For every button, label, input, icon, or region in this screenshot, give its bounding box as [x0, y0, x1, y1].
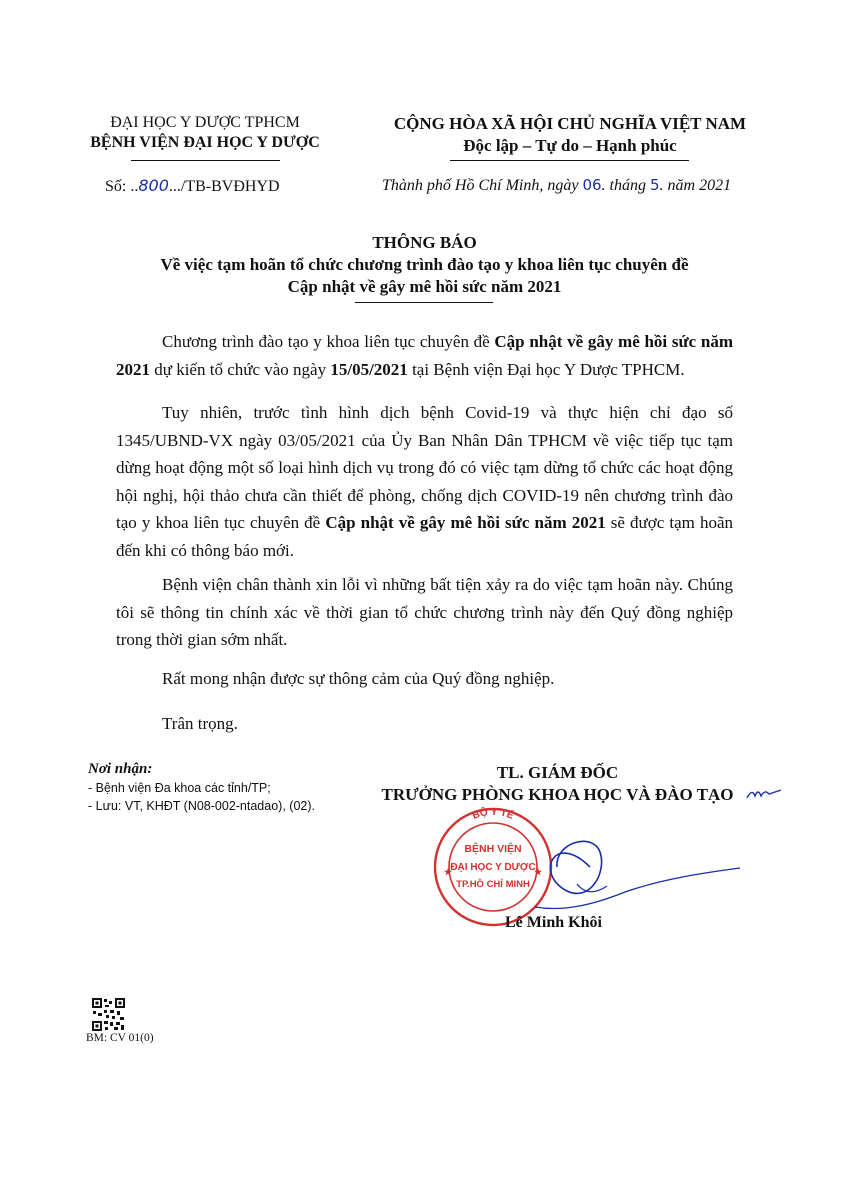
date-suffix: . năm 2021	[659, 177, 732, 194]
number-handwritten: 800	[138, 176, 169, 195]
p2-text-1: Tuy nhiên, trước tình hình dịch bệnh Covid-19 và thực hiện chỉ đạo số 1345/UBND-VX ngày 03/05/2021 của Ủy Ban Nhân Dân TPHCM về việc tiếp tục tạm dừng hoạt động một số loại hình dịch vụ trong đó có việc tạm dừng tổ chức các hoạt động hội nghị, hội thảo chưa cần thiết để phòng, chống dịch COVID-19 nên chương trình đào tạo y khoa liên tục chuyên đề	[116, 403, 733, 532]
recipient-item: - Bệnh viện Đa khoa các tỉnh/TP;	[88, 781, 271, 795]
p1-bold-date: 15/05/2021	[330, 359, 408, 379]
month-handwritten: 5	[650, 176, 660, 194]
title-underline	[355, 302, 493, 303]
p2-bold-1: Cập nhật về gây mê hồi sức năm 2021	[325, 513, 606, 532]
motto-underline	[450, 160, 689, 161]
paragraph-4: Rất mong nhận được sự thông cảm của Quý đồng nghiệp.	[162, 669, 555, 688]
qr-code-icon	[92, 998, 125, 1031]
title-line-2: Cập nhật về gây mê hồi sức năm 2021	[287, 277, 562, 296]
number-suffix: .../TB-BVĐHYD	[168, 178, 280, 195]
p1-text-2: dự kiến tổ chức vào ngày	[150, 359, 331, 379]
stamp-star-right: ★	[533, 867, 543, 877]
title-main: THÔNG BÁO	[372, 233, 477, 252]
stamp-line-3: TP.HỒ CHÍ MINH	[456, 879, 530, 890]
national-block	[370, 114, 770, 156]
recipient-item: - Lưu: VT, KHĐT (N08-002-ntadao), (02).	[88, 799, 315, 813]
hospital-name: BỆNH VIỆN ĐẠI HỌC Y DƯỢC	[90, 134, 320, 151]
p2-text-2: sẽ được tạm hoãn đến khi có thông báo mới.	[116, 513, 733, 560]
closing-phrase: Trân trọng.	[162, 714, 238, 733]
issue-date	[382, 176, 731, 195]
stamp-top-text: BỘ Y TẾ	[470, 806, 516, 822]
p1-bold-1: Cập nhật về gây mê hồi sức năm 2021	[116, 332, 734, 379]
paragraph-2	[116, 399, 733, 564]
date-middle: . tháng	[601, 177, 650, 194]
stamp-line-1: BỆNH VIỆN	[464, 843, 522, 855]
signature-title-2: TRƯỞNG PHÒNG KHOA HỌC VÀ ĐÀO TẠO	[381, 785, 734, 804]
paragraph-1	[116, 328, 733, 383]
university-name: ĐẠI HỌC Y DƯỢC TPHCM	[110, 114, 300, 131]
day-handwritten: 06	[582, 176, 602, 194]
form-code: BM: CV 01(0)	[86, 1032, 154, 1044]
stamp-line-2: ĐẠI HỌC Y DƯỢC	[450, 862, 536, 873]
document-title	[60, 232, 789, 298]
issuer-block	[60, 114, 350, 152]
motto: Độc lập – Tự do – Hạnh phúc	[463, 136, 677, 155]
number-prefix: Số: ..	[105, 178, 139, 195]
signer-name: Lê Minh Khôi	[505, 914, 602, 931]
recipients-heading: Nơi nhận:	[88, 761, 153, 777]
p1-text-1: Chương trình đào tạo y khoa liên tục chuyên đề	[162, 332, 495, 351]
signature-title-1: TL. GIÁM ĐỐC	[496, 763, 619, 782]
p1-text-3: tại Bệnh viện Đại học Y Dược TPHCM.	[407, 359, 685, 379]
date-prefix: Thành phố Hồ Chí Minh, ngày	[382, 177, 583, 194]
initial-scribble	[744, 786, 784, 804]
paragraph-3: Bệnh viện chân thành xin lỗi vì những bất tiện xảy ra do việc tạm hoãn này. Chúng tôi sẽ thông tin chính xác về thời gian tổ chức chương trình này đến Quý đồng nghiệp trong thời gian sớm nhất.	[116, 575, 733, 649]
document-number	[105, 176, 280, 196]
nation-title: CỘNG HÒA XÃ HỘI CHỦ NGHĨA VIỆT NAM	[393, 114, 747, 133]
title-line-1: Về việc tạm hoãn tổ chức chương trình đào tạo y khoa liên tục chuyên đề	[160, 255, 689, 274]
issuer-underline	[131, 160, 280, 161]
stamp-star-left: ★	[443, 867, 453, 877]
